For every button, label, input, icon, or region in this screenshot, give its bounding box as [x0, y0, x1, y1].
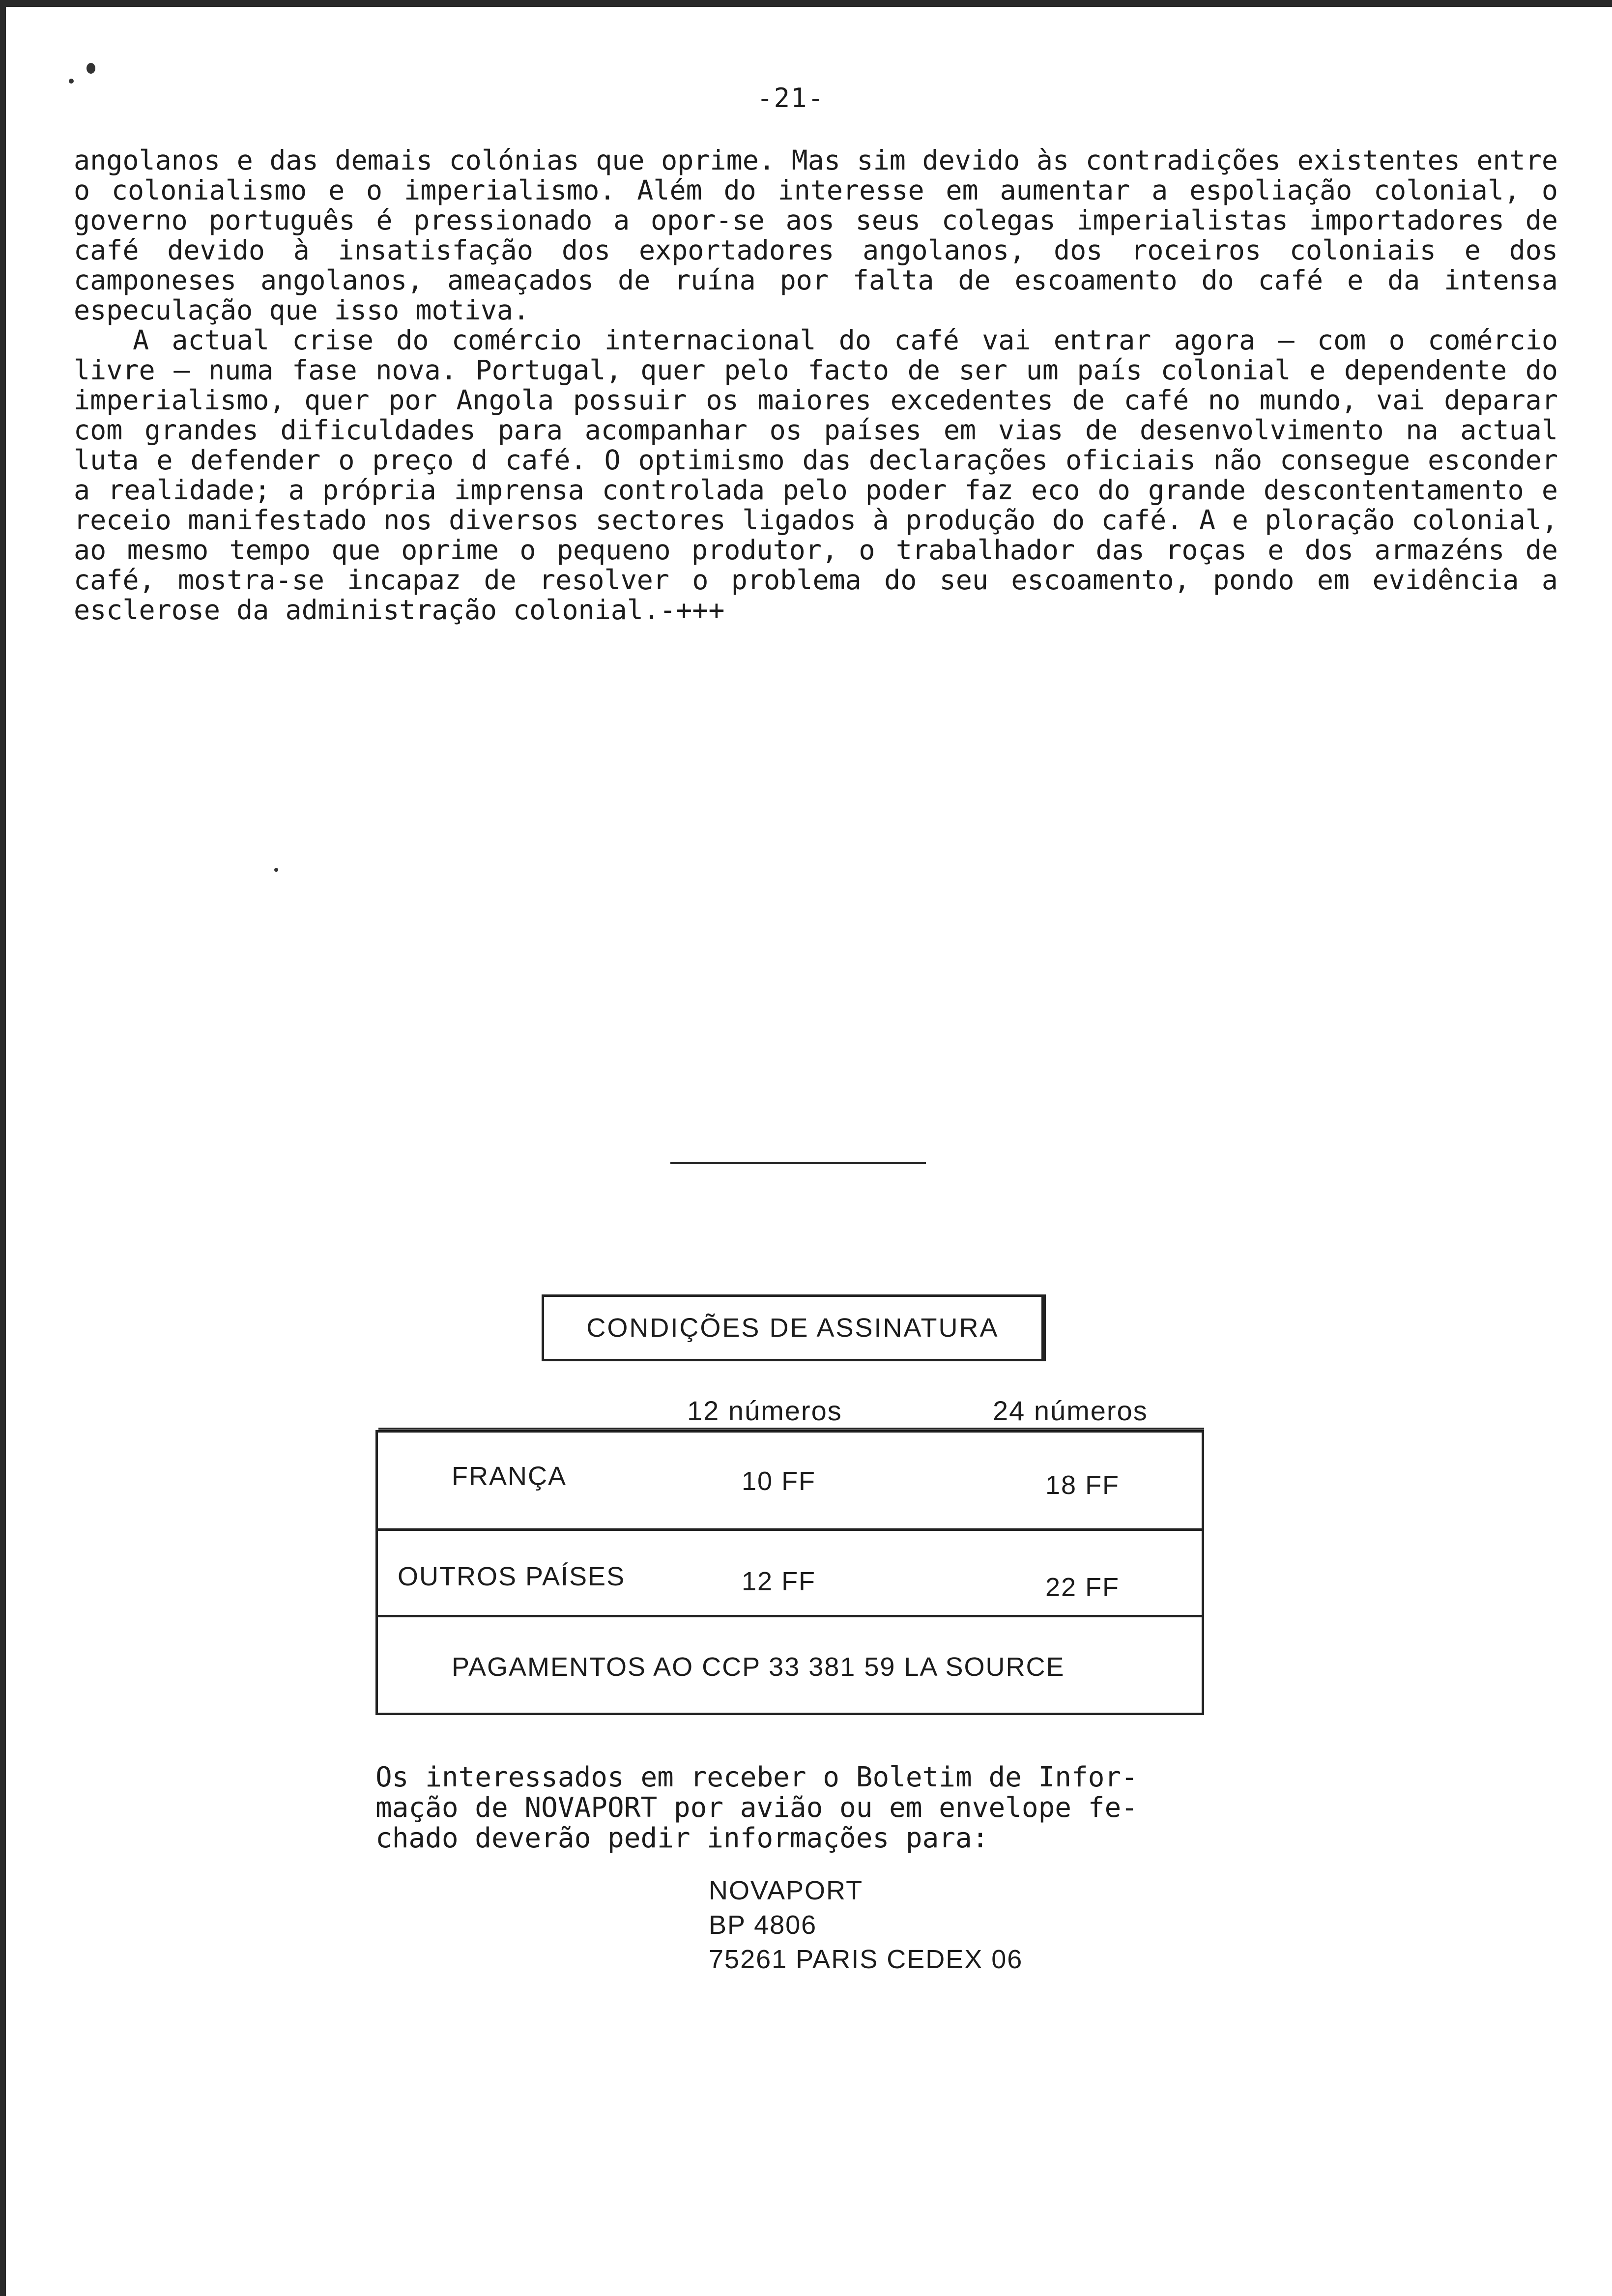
- info-line: Os interessados em receber o Boletim de Infor-: [375, 1761, 1138, 1793]
- price-franca-24: 18 FF: [1045, 1470, 1120, 1500]
- page-number: -21-: [757, 83, 825, 114]
- article-paragraph-1: angolanos e das demais colónias que oprime. Mas sim devido às contradições existentes entre o colonialismo e o imperialismo. Além do interesse em aumentar a espoliação colonial, o governo português é pressionado a opor-se aos seus colegas imperialistas importadores de café devido à insatisfação dos exportadores angolanos, dos roceiros coloniais e dos camponeses angolanos, ameaçados de ruína por falta de escoamento do café e da intensa especulação que isso motiva.: [74, 144, 1558, 326]
- article-paragraph-2: A actual crise do comércio internacional do café vai entrar agora — com o comércio livre — numa fase nova. Portugal, quer pelo facto de ser um país colonial e dependente do imperialismo, quer por Angola possuir os maiores excedentes de café no mundo, vai deparar com grandes dificuldades para acompanhar os países em vias de desenvolvimento na actual luta e defender o preço d café. O optimismo das declarações oficiais não consegue esconder a realidade; a própria imprensa controlada pelo poder faz eco do grande descontentamento e receio manifestado nos diversos sectores ligados à produção do café. A e ploração colonial, ao mesmo tempo que oprime o pequeno produtor, o trabalhador das roças e dos armazéns de café, mostra-se incapaz de resolver o problema do seu escoamento, pondo em evidência a esclerose da administração colonial.-+++: [74, 324, 1558, 626]
- address-line: BP 4806: [709, 1910, 817, 1940]
- row-label-outros-paises: OUTROS PAÍSES: [398, 1562, 626, 1591]
- row-label-franca: FRANÇA: [452, 1462, 567, 1491]
- subscription-title: CONDIÇÕES DE ASSINATURA: [586, 1313, 999, 1343]
- info-line: mação de NOVAPORT por avião ou em envelope fe-: [375, 1792, 1138, 1824]
- info-line: chado deverão pedir informações para:: [375, 1822, 989, 1854]
- table-row-outros-paises: [378, 1531, 1202, 1617]
- scan-speck: [86, 63, 95, 74]
- info-paragraph: [375, 1762, 1211, 1854]
- section-separator: [670, 1162, 926, 1164]
- scan-speck: [69, 79, 74, 84]
- price-franca-12: 10 FF: [742, 1466, 816, 1496]
- subscription-title-box: [542, 1294, 1046, 1361]
- column-header-24-issues: 24 números: [993, 1395, 1148, 1426]
- scan-speck: [274, 868, 278, 872]
- article-body: [74, 145, 1558, 625]
- postal-address: [709, 1873, 1023, 1977]
- page-left-edge: [0, 0, 6, 2296]
- column-header-12-issues: 12 números: [687, 1395, 842, 1426]
- payment-info: PAGAMENTOS AO CCP 33 381 59 LA SOURCE: [452, 1652, 1065, 1682]
- page-top-edge: [0, 0, 1612, 7]
- table-row-payment: [378, 1617, 1202, 1713]
- column-header-rule: [378, 1428, 1204, 1430]
- table-row-franca: [378, 1433, 1202, 1531]
- price-outros-24: 22 FF: [1045, 1573, 1120, 1602]
- subscription-price-table: [375, 1430, 1204, 1715]
- address-line: NOVAPORT: [709, 1876, 864, 1905]
- price-outros-12: 12 FF: [742, 1567, 816, 1596]
- address-line: 75261 PARIS CEDEX 06: [709, 1945, 1023, 1974]
